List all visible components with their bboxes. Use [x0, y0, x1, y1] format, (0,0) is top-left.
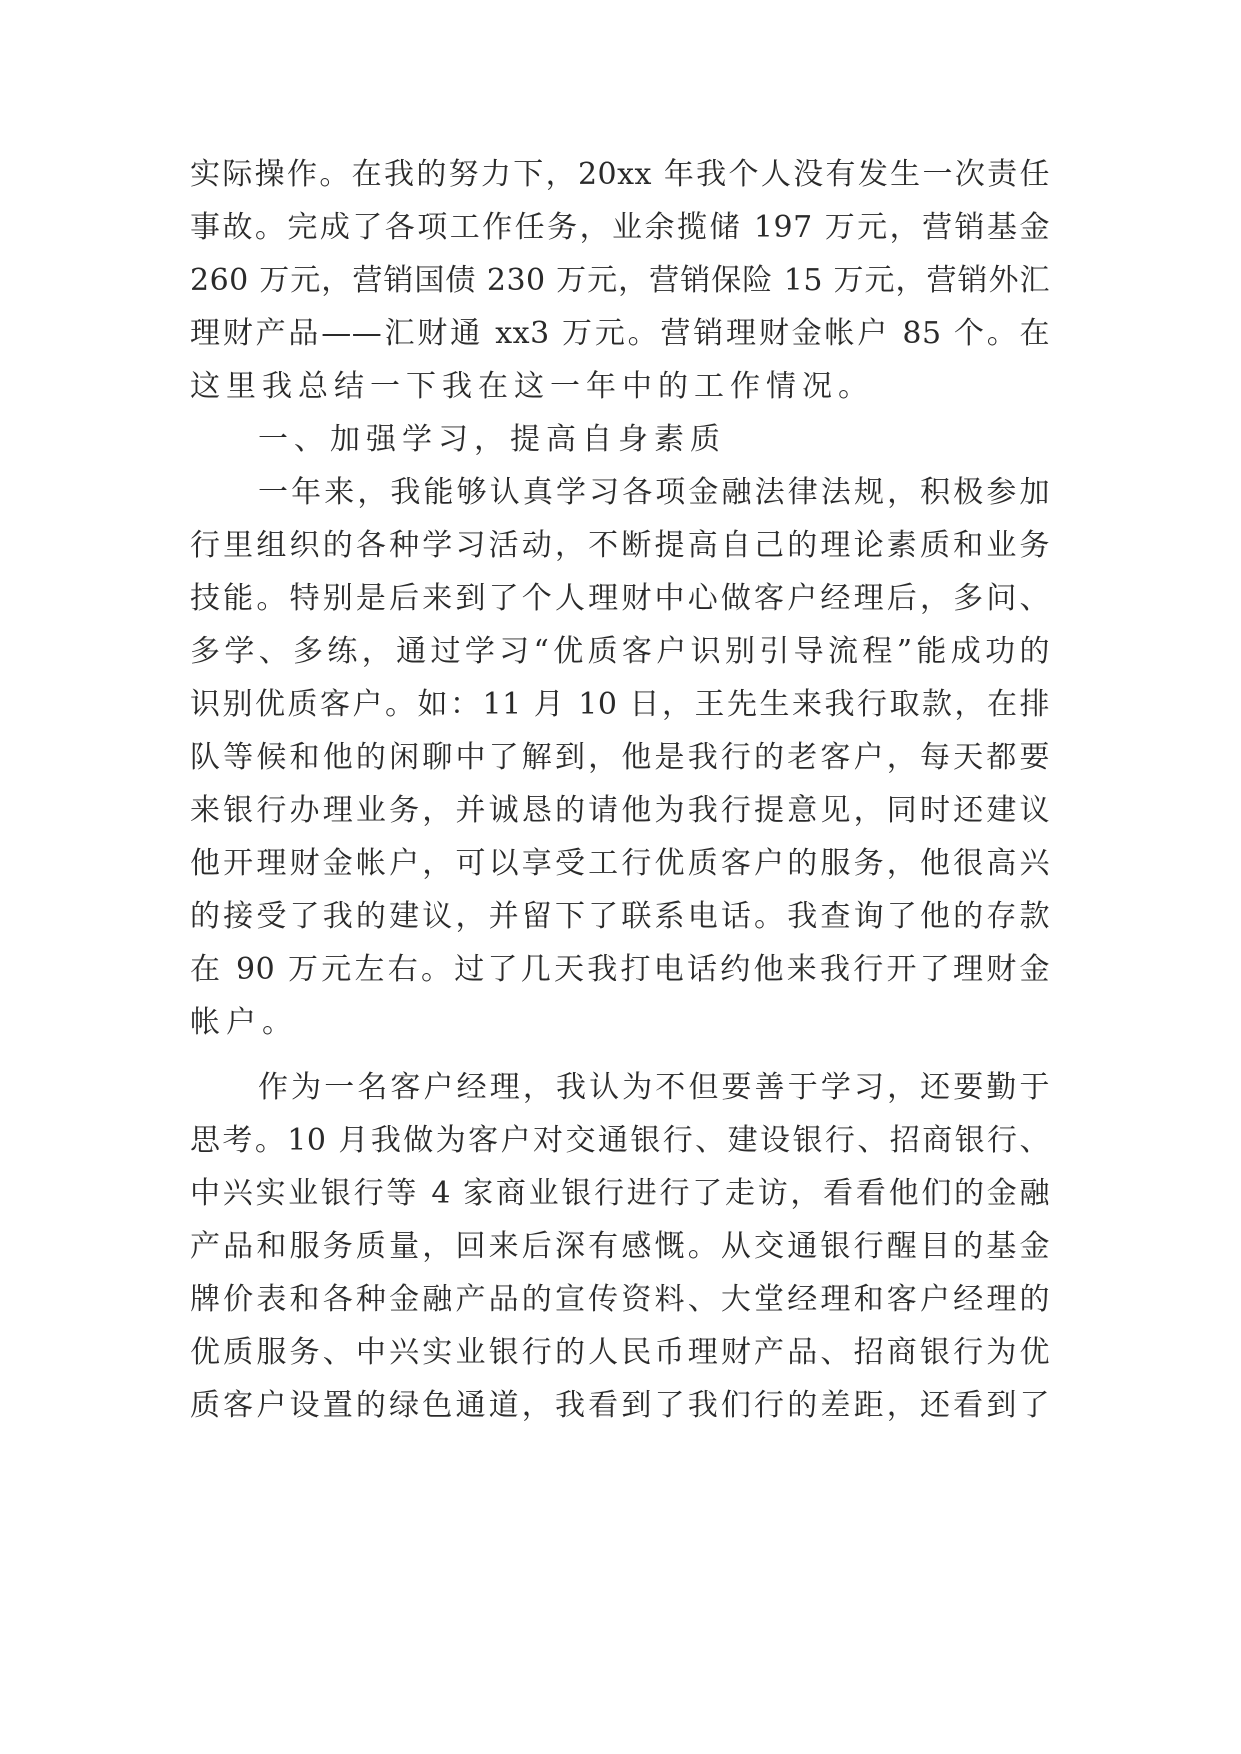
- body-text-line: 产品和服务质量，回来后深有感慨。从交通银行醒目的基金: [190, 1229, 1050, 1264]
- section-heading: 一、加强学习，提高自身素质: [258, 422, 726, 457]
- body-text-line: 优质服务、中兴实业银行的人民币理财产品、招商银行为优: [190, 1335, 1050, 1370]
- body-text-line: 作为一名客户经理，我认为不但要善于学习，还要勤于: [258, 1070, 1050, 1105]
- body-text-line: 一年来，我能够认真学习各项金融法律法规，积极参加: [258, 475, 1050, 510]
- body-text-line: 这里我总结一下我在这一年中的工作情况。: [190, 369, 874, 404]
- body-text-line: 来银行办理业务，并诚恳的请他为我行提意见，同时还建议: [190, 793, 1050, 828]
- body-text-line: 牌价表和各种金融产品的宣传资料、大堂经理和客户经理的: [190, 1282, 1050, 1317]
- body-text-line: 理财产品——汇财通 xx3 万元。营销理财金帐户 85 个。在: [190, 316, 1050, 351]
- body-text-line: 思考。10 月我做为客户对交通银行、建设银行、招商银行、: [190, 1123, 1050, 1158]
- body-text-line: 的接受了我的建议，并留下了联系电话。我查询了他的存款: [190, 899, 1050, 934]
- body-text-line: 多学、多练，通过学习“优质客户识别引导流程”能成功的: [190, 634, 1050, 669]
- body-text-line: 帐户。: [190, 1005, 298, 1040]
- body-text-line: 在 90 万元左右。过了几天我打电话约他来我行开了理财金: [190, 952, 1050, 987]
- body-text-line: 识别优质客户。如：11 月 10 日，王先生来我行取款，在排: [190, 687, 1050, 722]
- body-text-line: 中兴实业银行等 4 家商业银行进行了走访，看看他们的金融: [190, 1176, 1050, 1211]
- body-text-line: 实际操作。在我的努力下，20xx 年我个人没有发生一次责任: [190, 157, 1050, 192]
- body-text-line: 事故。完成了各项工作任务，业余揽储 197 万元，营销基金: [190, 210, 1050, 245]
- body-text-line: 技能。特别是后来到了个人理财中心做客户经理后，多问、: [190, 581, 1050, 616]
- body-text-line: 他开理财金帐户，可以享受工行优质客户的服务，他很高兴: [190, 846, 1050, 881]
- body-text-line: 队等候和他的闲聊中了解到，他是我行的老客户，每天都要: [190, 740, 1050, 775]
- body-text-line: 260 万元，营销国债 230 万元，营销保险 15 万元，营销外汇: [190, 263, 1050, 298]
- body-text-line: 质客户设置的绿色通道，我看到了我们行的差距，还看到了: [190, 1388, 1050, 1423]
- body-text-line: 行里组织的各种学习活动，不断提高自己的理论素质和业务: [190, 528, 1050, 563]
